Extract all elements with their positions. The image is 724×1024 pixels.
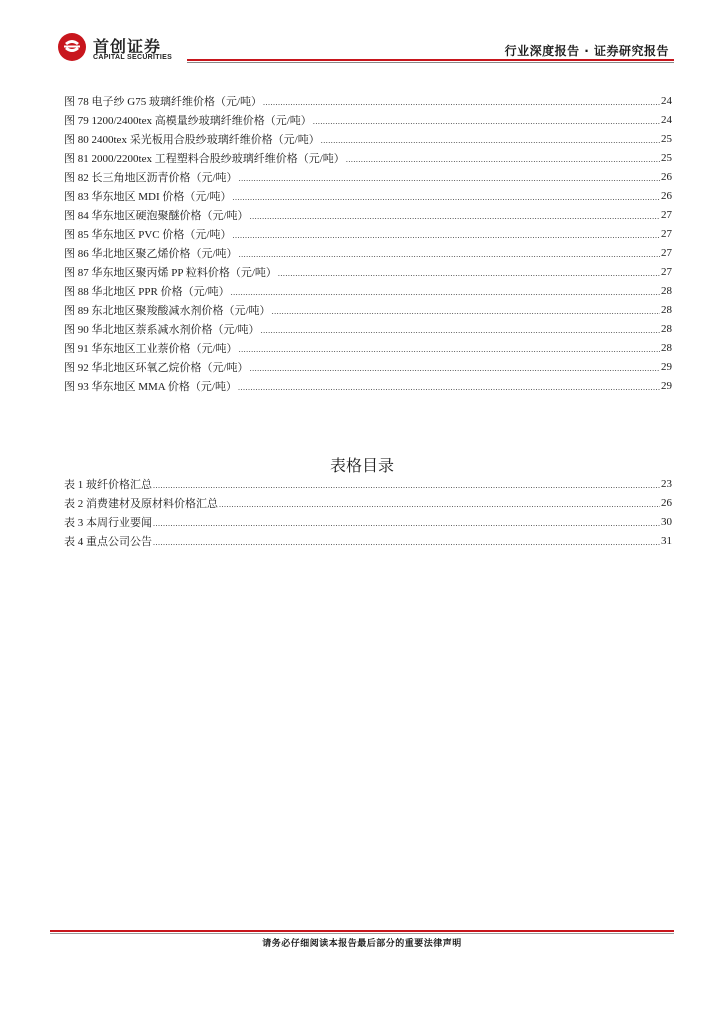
- toc-dot-leader: [231, 285, 660, 297]
- report-type-title: 行业深度报告 · 证券研究报告: [504, 44, 669, 58]
- toc-entry-label: 图 89 东北地区聚羧酸减水剂价格（元/吨）: [64, 304, 271, 317]
- toc-entry-page: 31: [661, 534, 672, 547]
- toc-entry-page: 25: [661, 132, 672, 145]
- figure-toc-entry[interactable]: [64, 300, 672, 319]
- toc-dot-leader: [250, 361, 660, 373]
- figure-toc-entry[interactable]: [64, 338, 672, 357]
- legal-disclaimer: 请务必仔细阅读本报告最后部分的重要法律声明: [262, 939, 462, 949]
- toc-entry-label: 图 86 华北地区聚乙烯价格（元/吨）: [64, 247, 238, 260]
- figure-toc-entry[interactable]: [64, 110, 672, 129]
- toc-entry-label: 图 83 华东地区 MDI 价格（元/吨）: [64, 190, 232, 203]
- footer-divider: [50, 930, 674, 932]
- toc-entry-page: 29: [661, 379, 672, 392]
- table-toc-entry[interactable]: [64, 474, 672, 493]
- toc-dot-leader: [239, 247, 660, 259]
- logo-chinese-name: 首创证券: [93, 37, 162, 56]
- figure-toc-entry[interactable]: [64, 186, 672, 205]
- toc-entry-label: 图 91 华东地区工业萘价格（元/吨）: [64, 342, 238, 355]
- toc-entry-label: 图 85 华东地区 PVC 价格（元/吨）: [64, 228, 232, 241]
- toc-entry-page: 28: [661, 284, 672, 297]
- page-header: [0, 0, 724, 70]
- toc-entry-label: 图 78 电子纱 G75 玻璃纤维价格（元/吨）: [64, 95, 262, 108]
- toc-entry-page: 28: [661, 322, 672, 335]
- toc-entry-label: 图 84 华东地区硬泡聚醚价格（元/吨）: [64, 209, 249, 222]
- toc-entry-label: 图 87 华东地区聚丙烯 PP 粒料价格（元/吨）: [64, 266, 277, 279]
- toc-entry-page: 27: [661, 265, 672, 278]
- toc-entry-label: 图 82 长三角地区沥青价格（元/吨）: [64, 171, 238, 184]
- toc-dot-leader: [153, 535, 660, 547]
- company-logo: [57, 32, 197, 64]
- figure-toc-entry[interactable]: [64, 281, 672, 300]
- toc-entry-page: 28: [661, 341, 672, 354]
- figure-toc-entry[interactable]: [64, 167, 672, 186]
- logo-english-name: CAPITAL SECURITIES: [93, 54, 173, 61]
- figure-toc-entry[interactable]: [64, 262, 672, 281]
- toc-dot-leader: [261, 323, 660, 335]
- toc-dot-leader: [250, 209, 660, 221]
- toc-dot-leader: [219, 497, 660, 509]
- toc-entry-page: 25: [661, 151, 672, 164]
- figure-toc-list: [64, 91, 672, 395]
- header-divider-thin: [187, 62, 674, 63]
- toc-entry-label: 图 79 1200/2400tex 高模量纱玻璃纤维价格（元/吨）: [64, 114, 312, 127]
- toc-entry-page: 29: [661, 360, 672, 373]
- header-divider: [187, 59, 674, 61]
- toc-entry-page: 27: [661, 208, 672, 221]
- toc-dot-leader: [263, 95, 660, 107]
- figure-toc-entry[interactable]: [64, 148, 672, 167]
- toc-entry-page: 30: [661, 515, 672, 528]
- toc-entry-label: 表 4 重点公司公告: [64, 535, 152, 548]
- toc-entry-label: 图 81 2000/2200tex 工程塑料合股纱玻璃纤维价格（元/吨）: [64, 152, 345, 165]
- toc-entry-page: 23: [661, 477, 672, 490]
- toc-entry-page: 27: [661, 246, 672, 259]
- logo-mark-icon: [57, 32, 87, 62]
- figure-toc-entry[interactable]: [64, 376, 672, 395]
- figure-toc-entry[interactable]: [64, 224, 672, 243]
- toc-dot-leader: [321, 133, 660, 145]
- table-toc-list: [64, 474, 672, 550]
- toc-dot-leader: [313, 114, 660, 126]
- table-toc-heading: 表格目录: [329, 456, 394, 475]
- toc-entry-page: 26: [661, 189, 672, 202]
- figure-toc-entry[interactable]: [64, 319, 672, 338]
- toc-entry-label: 表 3 本周行业要闻: [64, 516, 152, 529]
- figure-toc-entry[interactable]: [64, 243, 672, 262]
- toc-entry-page: 27: [661, 227, 672, 240]
- toc-entry-page: 24: [661, 113, 672, 126]
- toc-entry-page: 28: [661, 303, 672, 316]
- toc-dot-leader: [272, 304, 660, 316]
- toc-dot-leader: [239, 342, 660, 354]
- toc-dot-leader: [346, 152, 660, 164]
- figure-toc-entry[interactable]: [64, 91, 672, 110]
- toc-entry-page: 24: [661, 94, 672, 107]
- table-toc-entry[interactable]: [64, 512, 672, 531]
- toc-dot-leader: [153, 516, 660, 528]
- toc-entry-page: 26: [661, 170, 672, 183]
- table-toc-entry[interactable]: [64, 493, 672, 512]
- figure-toc-entry[interactable]: [64, 205, 672, 224]
- toc-entry-label: 表 1 玻纤价格汇总: [64, 478, 152, 491]
- toc-entry-label: 图 92 华北地区环氧乙烷价格（元/吨）: [64, 361, 249, 374]
- toc-dot-leader: [239, 171, 660, 183]
- toc-dot-leader: [153, 478, 660, 490]
- figure-toc-entry[interactable]: [64, 357, 672, 376]
- toc-dot-leader: [278, 266, 660, 278]
- toc-dot-leader: [232, 190, 660, 202]
- toc-entry-label: 表 2 消费建材及原材料价格汇总: [64, 497, 218, 510]
- toc-dot-leader: [238, 380, 660, 392]
- figure-toc-entry[interactable]: [64, 129, 672, 148]
- toc-entry-label: 图 93 华东地区 MMA 价格（元/吨）: [64, 380, 237, 393]
- toc-entry-label: 图 88 华北地区 PPR 价格（元/吨）: [64, 285, 230, 298]
- toc-entry-page: 26: [661, 496, 672, 509]
- toc-entry-label: 图 90 华北地区萘系减水剂价格（元/吨）: [64, 323, 260, 336]
- table-toc-entry[interactable]: [64, 531, 672, 550]
- toc-dot-leader: [232, 228, 660, 240]
- toc-entry-label: 图 80 2400tex 采光板用合股纱玻璃纤维价格（元/吨）: [64, 133, 320, 146]
- footer-divider-thin: [50, 933, 674, 934]
